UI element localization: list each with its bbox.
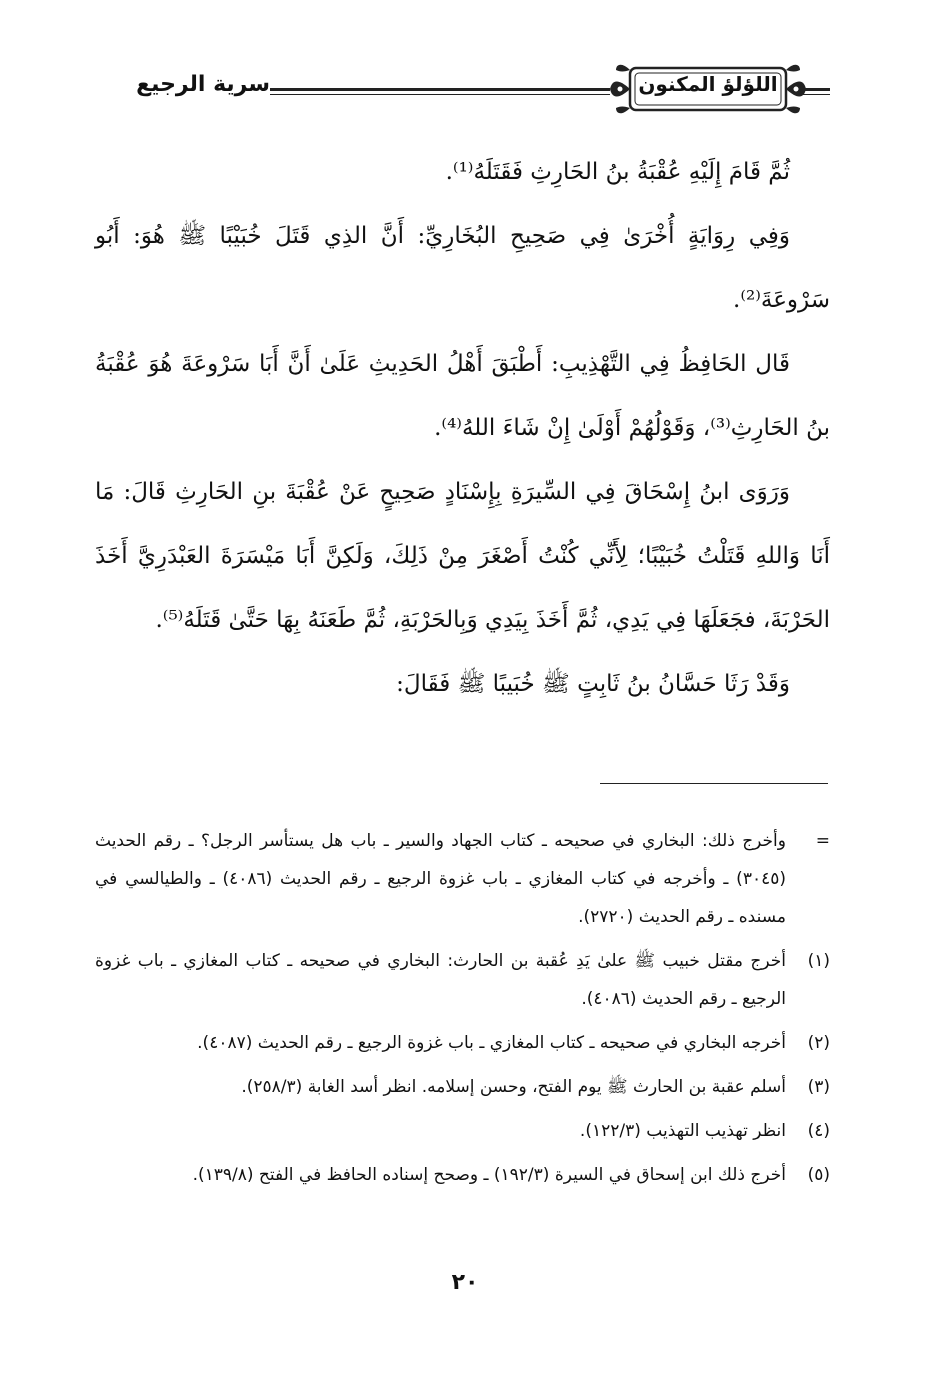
footnote-2 [95, 1024, 830, 1062]
footnote-3 [95, 1068, 830, 1106]
main-text [95, 140, 830, 716]
footnote-4 [95, 1112, 830, 1150]
footnote-text: أسلم عقبة بن الحارث ﷺ يوم الفتح، وحسن إسلامه. انظر أسد الغابة (٢٥٨/٣). [241, 1077, 786, 1097]
footnote-separator [600, 783, 828, 784]
footnote-text: أخرج مقتل خبيب ﷺ علىٰ يَدِ عُقبة بن الحارث: البخاري في صحيحه ـ كتاب المغازي ـ باب غزوة الرجيع ـ رقم الحديث (٤٠٨٦). [95, 951, 786, 1009]
title-ornament [608, 58, 808, 120]
footnotes [95, 822, 830, 1200]
paragraph: وَقَدْ رَثَا حَسَّانُ بنُ ثَابِتٍ ﷺ خُبَيبًا ﷺ فَقَالَ: [396, 671, 790, 697]
paragraph: وَرَوَى ابنُ إِسْحَاقَ فِي السِّيرَةِ بِإِسْنَادٍ صَحِيحٍ عَنْ عُقْبَةَ بنِ الحَارِثِ قَالَ: مَا أَنَا وَاللهِ قَتَلْتُ خُبَيْبًا؛ لِأَنِّي كُنْتُ أَصْغَرَ مِنْ ذَلِكَ، وَلَكِنَّ أَبَا مَيْسَرَةَ العَبْدَرِيَّ أَخَذَ الحَرْبَةَ، فجَعَلَهَا فِي يَدِي، ثُمَّ أَخَذَ بِيَدِي وَبِالحَرْبَةِ، ثُمَّ طَعَنَهُ بِهَا حَتَّىٰ قَتَلَهُ⁽⁵⁾. [95, 479, 830, 633]
paragraph: وَفِي رِوَايَةٍ أُخْرَىٰ فِي صَحِيحِ البُخَارِيِّ: أَنَّ الذِي قَتَلَ خُبَيْبًا ﷺ هُوَ: أَبُو سَرْوعَةَ⁽²⁾. [95, 223, 830, 313]
chapter-running-head: سرية الرجيع [136, 72, 270, 97]
footnote-mark: (٣) [807, 1077, 830, 1097]
footnote-continuation [95, 822, 830, 936]
header-rule-left [270, 88, 610, 91]
footnote-text: أخرجه البخاري في صحيحه ـ كتاب المغازي ـ باب غزوة الرجيع ـ رقم الحديث (٤٠٨٧). [197, 1033, 786, 1053]
paragraph: قَال الحَافِظُ فِي التَّهْذِيبِ: أَطْبَقَ أَهْلُ الحَدِيثِ عَلَىٰ أَنَّ أَبَا سَرْوعَةَ هُوَ عُقْبَةُ بنُ الحَارِثِ⁽³⁾، وَقَوْلُهُمْ أَوْلَىٰ إِنْ شَاءَ اللهُ⁽⁴⁾. [95, 351, 830, 441]
footnote-1 [95, 942, 830, 1018]
footnote-mark: (٢) [807, 1033, 830, 1053]
footnote-text: وأخرج ذلك: البخاري في صحيحه ـ كتاب الجهاد والسير ـ باب هل يستأسر الرجل؟ ـ رقم الحديث (٣٠٤٥) ـ وأخرجه في كتاب المغازي ـ باب غزوة الرجيع ـ رقم الحديث (٤٠٨٦) ـ والطيالسي في مسنده ـ رقم الحديث (٢٧٢٠). [95, 831, 786, 927]
footnote-mark: (٤) [807, 1121, 830, 1141]
footnote-text: أخرج ذلك ابن إسحاق في السيرة (١٩٢/٣) ـ وصحح إسناده الحافظ في الفتح (١٣٩/٨). [192, 1165, 786, 1185]
footnote-mark: (١) [807, 951, 830, 971]
page-number: ٢٠ [451, 1270, 479, 1295]
paragraph: ثُمَّ قَامَ إِلَيْهِ عُقْبَةُ بنُ الحَارِثِ فَقَتَلَهُ⁽¹⁾. [445, 159, 790, 185]
footnote-5 [95, 1156, 830, 1194]
footnote-mark: (٥) [807, 1165, 830, 1185]
page-header [80, 58, 830, 122]
footnote-text: انظر تهذيب التهذيب (١٢٢/٣). [579, 1121, 786, 1141]
footnote-mark: = [815, 831, 830, 851]
book-title: اللؤلؤ المكنون [638, 72, 778, 96]
